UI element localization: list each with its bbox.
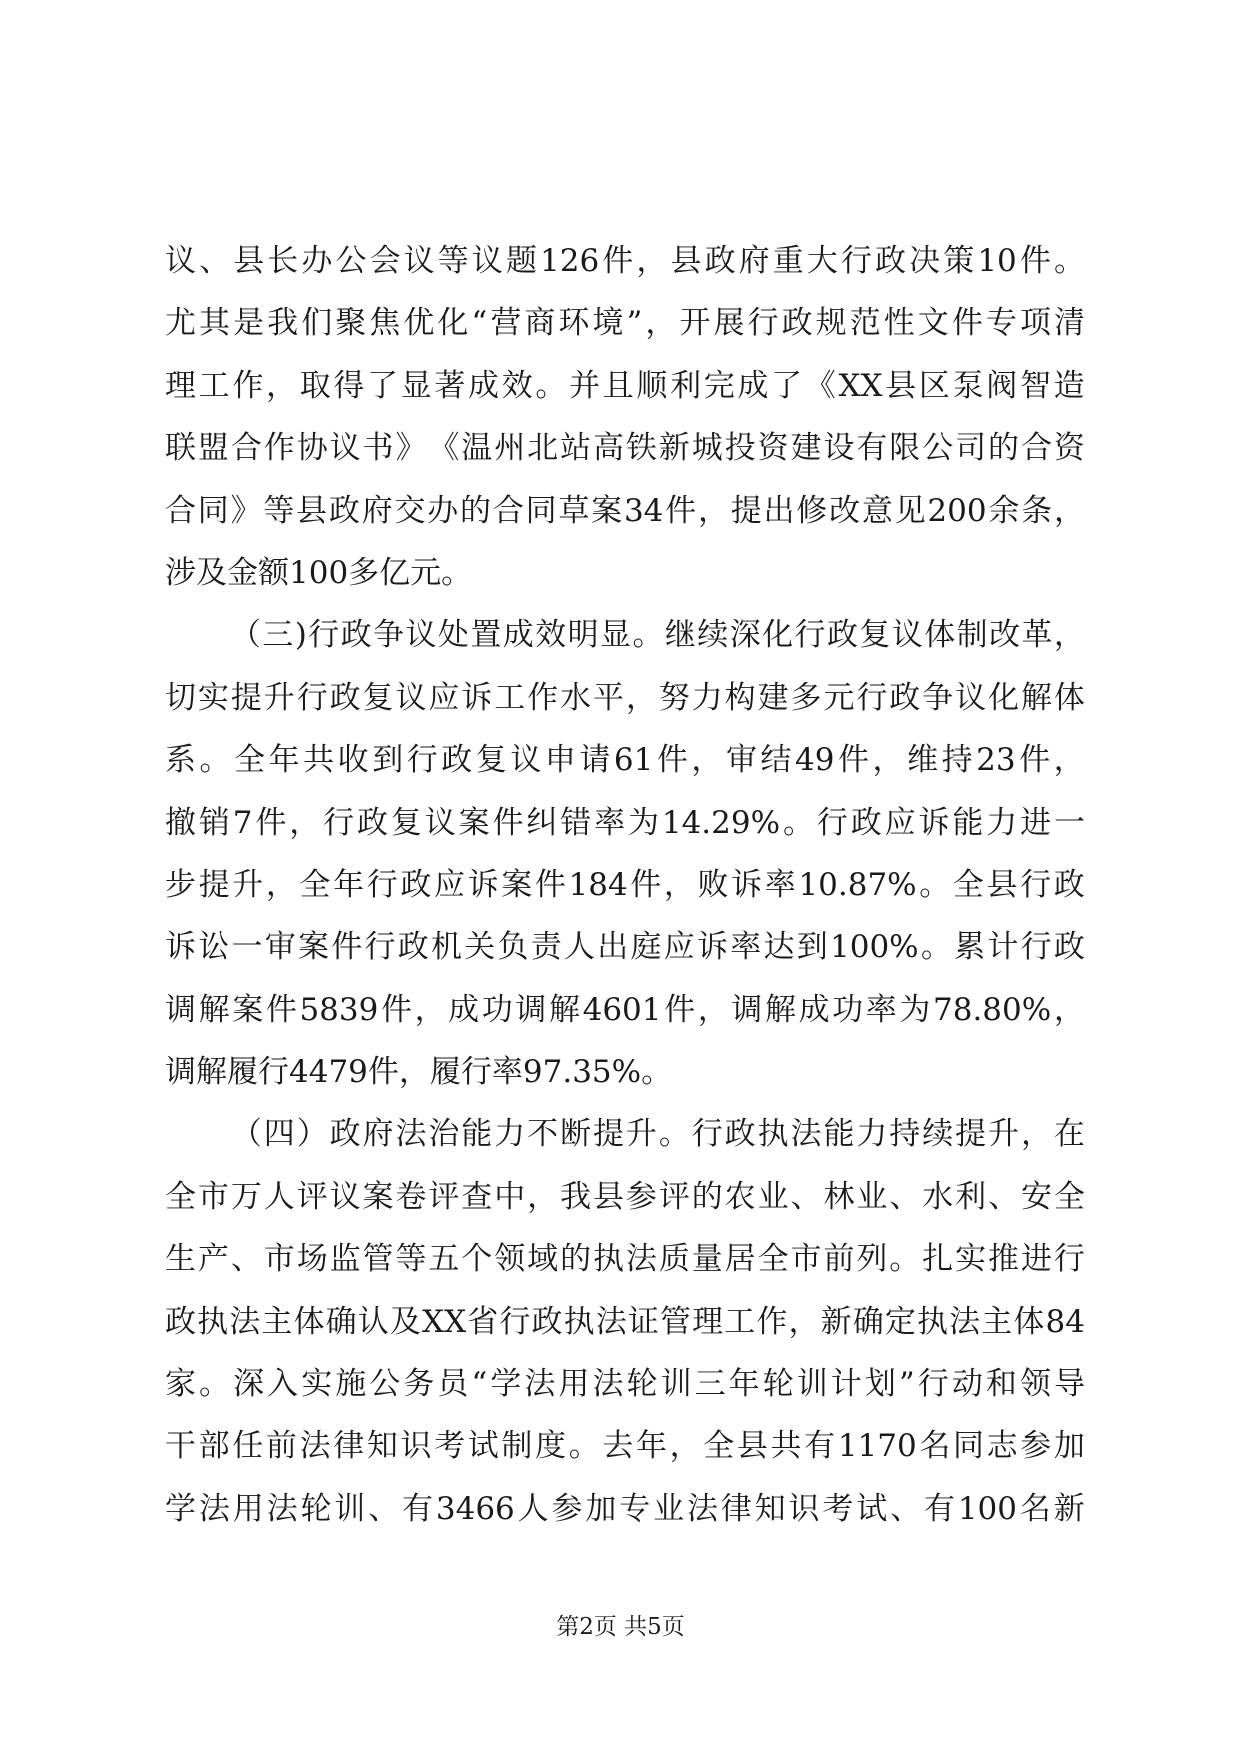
text-line: 联 盟 合 作 协 议 书 》 《 温 州 北 站 高 铁 新 城 投 资 建 设 有 限 公 司 的 合 资 xyxy=(165,430,1085,467)
text-line: 涉及金额100多亿元。 xyxy=(165,554,473,591)
text-line: 尤 其 是 我 们 聚 焦 优 化 “ 营 商 环 境 ” ， 开 展 行 政 规 范 性 文 件 专 项 清 xyxy=(165,305,1085,342)
text-line: 全 市 万 人 评 议 案 卷 评 查 中 ， 我 县 参 评 的 农 业 、 林 业 、 水 利 、 安 全 xyxy=(165,1178,1085,1215)
text-line: 合 同 》 等 县 政 府 交 办 的 合 同 草 案 34 件 ， 提 出 修 改 意 见 200 余 条 ， xyxy=(165,492,1085,529)
text-line: 调 解 案 件 5839 件 ， 成 功 调 解 4601 件 ， 调 解 成 功 率 为 78.80% ， xyxy=(165,991,1085,1028)
text-line: （ 三 ) 行 政 争 议 处 置 成 效 明 显 。 继 续 深 化 行 政 复 议 体 制 改 革 ， xyxy=(229,617,1085,654)
text-line: 政 执 法 主 体 确 认 及 XX 省 行 政 执 法 证 管 理 工 作 ， 新 确 定 执 法 主 体 84 xyxy=(165,1303,1085,1340)
text-line: 家 。 深 入 实 施 公 务 员 “ 学 法 用 法 轮 训 三 年 轮 训 计 划 ” 行 动 和 领 导 xyxy=(165,1366,1085,1403)
text-line: 理 工 作 ， 取 得 了 显 著 成 效 。 并 且 顺 利 完 成 了 《 XX 县 区 泵 阀 智 造 xyxy=(165,367,1085,404)
page-footer: 第2页 共5页 xyxy=(556,1614,685,1640)
text-line: 议 、 县 长 办 公 会 议 等 议 题 126 件 ， 县 政 府 重 大 行 政 决 策 10 件 。 xyxy=(165,243,1085,279)
text-line: 诉 讼 一 审 案 件 行 政 机 关 负 责 人 出 庭 应 诉 率 达 到 100% 。 累 计 行 政 xyxy=(165,929,1085,966)
text-line: 调解履行4479件，履行率97.35%。 xyxy=(165,1054,673,1091)
text-line: 生 产 、 市 场 监 管 等 五 个 领 域 的 执 法 质 量 居 全 市 前 列 。 扎 实 推 进 行 xyxy=(165,1241,1085,1278)
text-line: 干 部 任 前 法 律 知 识 考 试 制 度 。 去 年 ， 全 县 共 有 1170 名 同 志 参 加 xyxy=(165,1428,1085,1465)
text-line: 系 。 全 年 共 收 到 行 政 复 议 申 请 61 件 ， 审 结 49 件 ， 维 持 23 件 ， xyxy=(165,742,1085,779)
text-line: 撤 销 7 件 ， 行 政 复 议 案 件 纠 错 率 为 14.29% 。 行 政 应 诉 能 力 进 一 xyxy=(165,804,1085,841)
text-line: 学 法 用 法 轮 训 、 有 3466 人 参 加 专 业 法 律 知 识 考 试 、 有 100 名 新 xyxy=(165,1490,1085,1527)
text-line: 步 提 升 ， 全 年 行 政 应 诉 案 件 184 件 ， 败 诉 率 10.87% 。 全 县 行 政 xyxy=(165,866,1085,903)
text-line: 切 实 提 升 行 政 复 议 应 诉 工 作 水 平 ， 努 力 构 建 多 元 行 政 争 议 化 解 体 xyxy=(165,679,1085,716)
text-line: （ 四 ） 政 府 法 治 能 力 不 断 提 升 。 行 政 执 法 能 力 持 续 提 升 ， 在 xyxy=(230,1116,1085,1153)
body-text xyxy=(165,230,1085,1540)
